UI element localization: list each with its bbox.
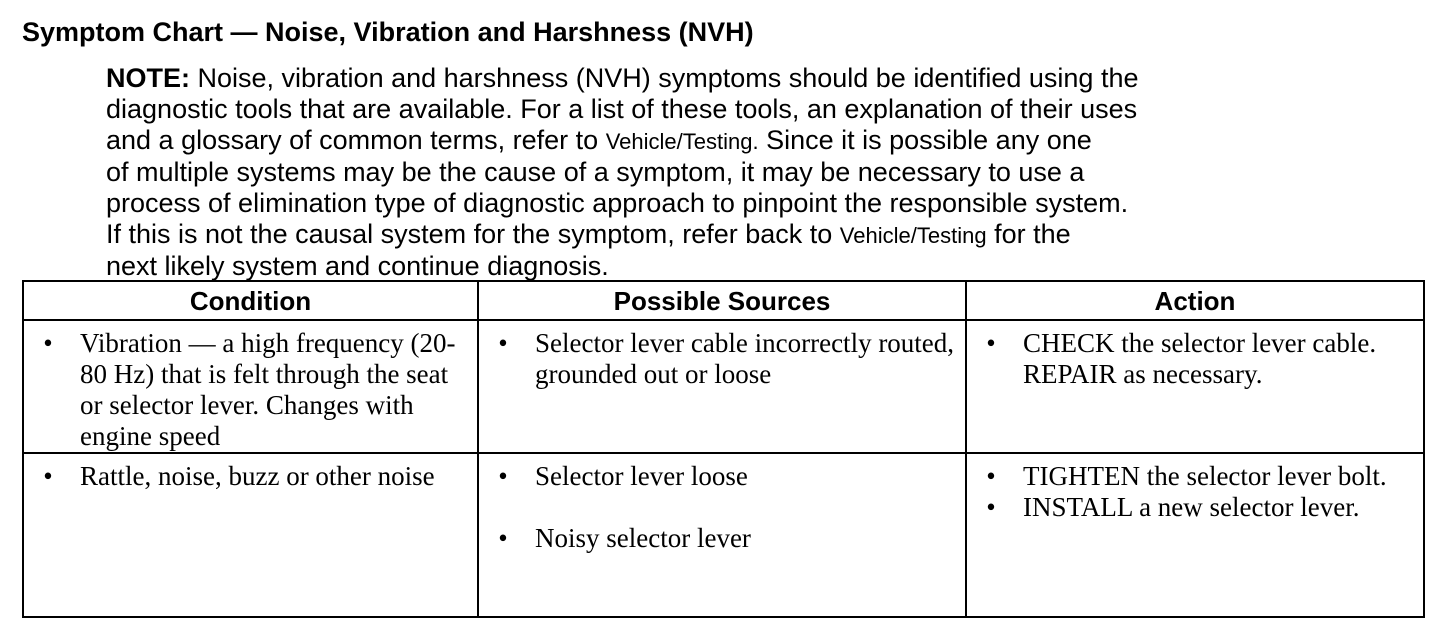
bullet-icon: • <box>498 328 508 358</box>
note-line: process of elimination type of diagnostic approach to pinpoint the responsible system. <box>106 188 1129 218</box>
sources-cell <box>478 453 966 617</box>
list-item <box>24 461 467 492</box>
list-item <box>967 492 1413 523</box>
header-possible-sources: Possible Sources <box>478 281 966 320</box>
condition-cell <box>23 320 478 453</box>
header-action: Action <box>966 281 1424 320</box>
table-row <box>23 453 1424 617</box>
note-line: next likely system and continue diagnosis. <box>106 251 609 281</box>
note-line <box>106 219 1426 251</box>
list-item <box>967 328 1413 390</box>
list-item <box>479 328 955 390</box>
action-cell <box>966 453 1424 617</box>
table-header-row <box>23 281 1424 320</box>
source-text: Noisy selector lever <box>535 523 751 553</box>
list-item <box>479 461 955 492</box>
note-block <box>106 63 1426 282</box>
list-item <box>24 328 467 452</box>
bullet-icon: • <box>498 461 508 491</box>
bullet-icon: • <box>986 461 996 491</box>
page-title: Symptom Chart — Noise, Vibration and Harshness (NVH) <box>22 17 754 47</box>
note-line: of multiple systems may be the cause of a symptom, it may be necessary to use a <box>106 157 1085 187</box>
note-line <box>106 63 1426 94</box>
list-item <box>479 523 955 554</box>
note-line <box>106 125 1426 157</box>
condition-cell <box>23 453 478 617</box>
note-text: and a glossary of common terms, refer to <box>106 125 606 155</box>
note-text: Noise, vibration and harshness (NVH) symptoms should be identified using the <box>190 63 1139 93</box>
note-line: diagnostic tools that are available. For a list of these tools, an explanation of their uses <box>106 94 1138 124</box>
bullet-icon: • <box>986 328 996 358</box>
note-text: If this is not the causal system for the symptom, refer back to <box>106 219 840 249</box>
note-text: Since it is possible any one <box>758 125 1092 155</box>
bullet-icon: • <box>43 328 53 358</box>
action-cell <box>966 320 1424 453</box>
source-text: Selector lever cable incorrectly routed, grounded out or loose <box>535 328 955 389</box>
vehicle-testing-reference: Vehicle/Testing. <box>605 129 759 154</box>
bullet-icon: • <box>43 461 53 491</box>
symptom-chart-table <box>22 280 1425 618</box>
condition-text: Rattle, noise, buzz or other noise <box>80 461 435 491</box>
header-condition: Condition <box>23 281 478 320</box>
source-text: Selector lever loose <box>535 461 748 491</box>
note-text: for the <box>986 219 1071 249</box>
vehicle-testing-reference: Vehicle/Testing <box>839 223 987 248</box>
bullet-icon: • <box>986 492 996 522</box>
action-text: CHECK the selector lever cable. REPAIR as necessary. <box>1023 328 1377 389</box>
sources-cell <box>478 320 966 453</box>
bullet-icon: • <box>498 523 508 553</box>
note-label: NOTE: <box>106 63 190 93</box>
list-item <box>967 461 1413 492</box>
condition-text: Vibration — a high frequency (20-80 Hz) that is felt through the seat or selector lever. Changes with engine speed <box>80 328 456 451</box>
action-text: INSTALL a new selector lever. <box>1023 492 1360 522</box>
table-row <box>23 320 1424 453</box>
action-text: TIGHTEN the selector lever bolt. <box>1023 461 1387 491</box>
